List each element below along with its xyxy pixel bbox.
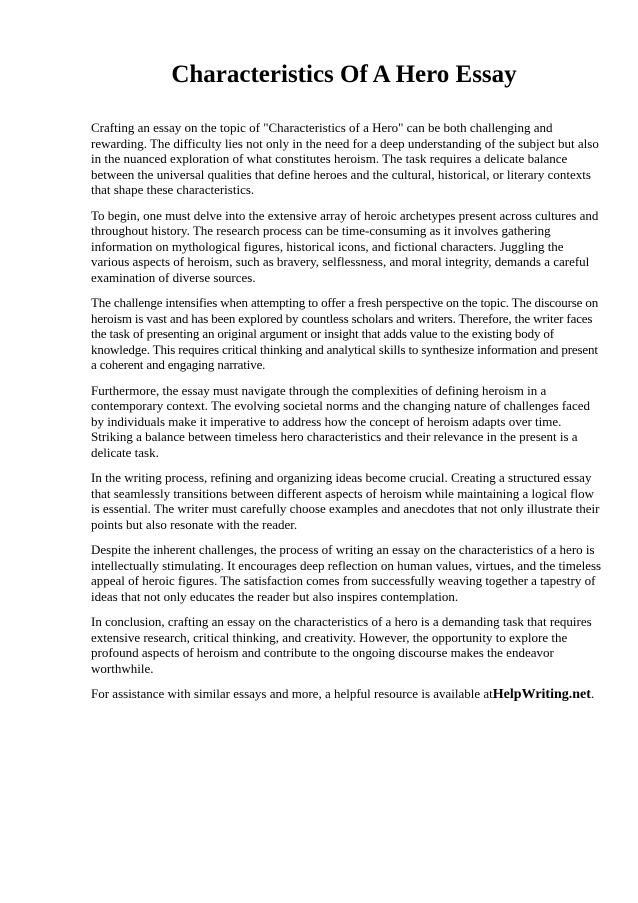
paragraph-research: To begin, one must delve into the extensive array of heroic archetypes present across cultures and throughout history. The research process can be time-consuming as it involves gathering information on mythological figures, historical icons, and fictional characters. Juggling the various aspects of heroism, such as bravery, selflessness, and moral integrity, demands a careful examination of diverse sources.	[91, 207, 599, 285]
paragraph-contemporary: Furthermore, the essay must navigate through the complexities of defining heroism in a contemporary context. The evolving societal norms and the changing nature of challenges faced by individuals make it imperative to address how the concept of heroism adapts over time. Striking a balance between timeless hero characteristics and their relevance in the present is a delicate task.	[91, 382, 590, 460]
paragraph-conclusion: In conclusion, crafting an essay on the characteristics of a hero is a demanding task that requires extensive research, critical thinking, and creativity. However, the opportunity to explore the profound aspects of heroism and contribute to the ongoing discourse makes the endeavor worthwhile.	[91, 614, 592, 676]
paragraph-intro: Crafting an essay on the topic of "Characteristics of a Hero" can be both challenging and rewarding. The difficulty lies not only in the need for a deep understanding of the subject but also in the nuanced exploration of what constitutes heroism. The task requires a delicate balance between the universal qualities that define heroes and the cultural, historical, or literary contexts that shape these characteristics.	[91, 120, 599, 197]
brand-link[interactable]: HelpWriting.net	[492, 687, 591, 702]
closing-text: For assistance with similar essays and more, a helpful resource is available at	[91, 686, 493, 701]
paragraph-writing-process: In the writing process, refining and organizing ideas become crucial. Creating a structured essay that seamlessly transitions between different aspects of heroism while maintaining a logical flow is essential. The writer must carefully choose examples and anecdotes that not only illustrate their points but also resonate with the reader.	[91, 470, 600, 532]
paragraph-perspective: The challenge intensifies when attempting to offer a fresh perspective on the topic. The discourse on heroism is vast and has been explored by countless scholars and writers. Therefore, the writer faces the task of presenting an original argument or insight that adds value to the existing body of knowledge. This requires critical thinking and analytical skills to synthesize information and present a coherent and engaging narrative.	[91, 295, 599, 372]
closing-period: .	[590, 686, 595, 701]
document-body	[91, 120, 603, 713]
paragraph-closing	[91, 686, 603, 703]
page-title: Characteristics Of A Hero Essay	[171, 61, 517, 88]
paragraph-challenges: Despite the inherent challenges, the process of writing an essay on the characteristics of a hero is intellectually stimulating. It encourages deep reflection on human values, virtues, and the timeless appeal of heroic figures. The satisfaction comes from successfully weaving together a tapestry of ideas that not only educates the reader but also inspires contemplation.	[91, 542, 602, 604]
